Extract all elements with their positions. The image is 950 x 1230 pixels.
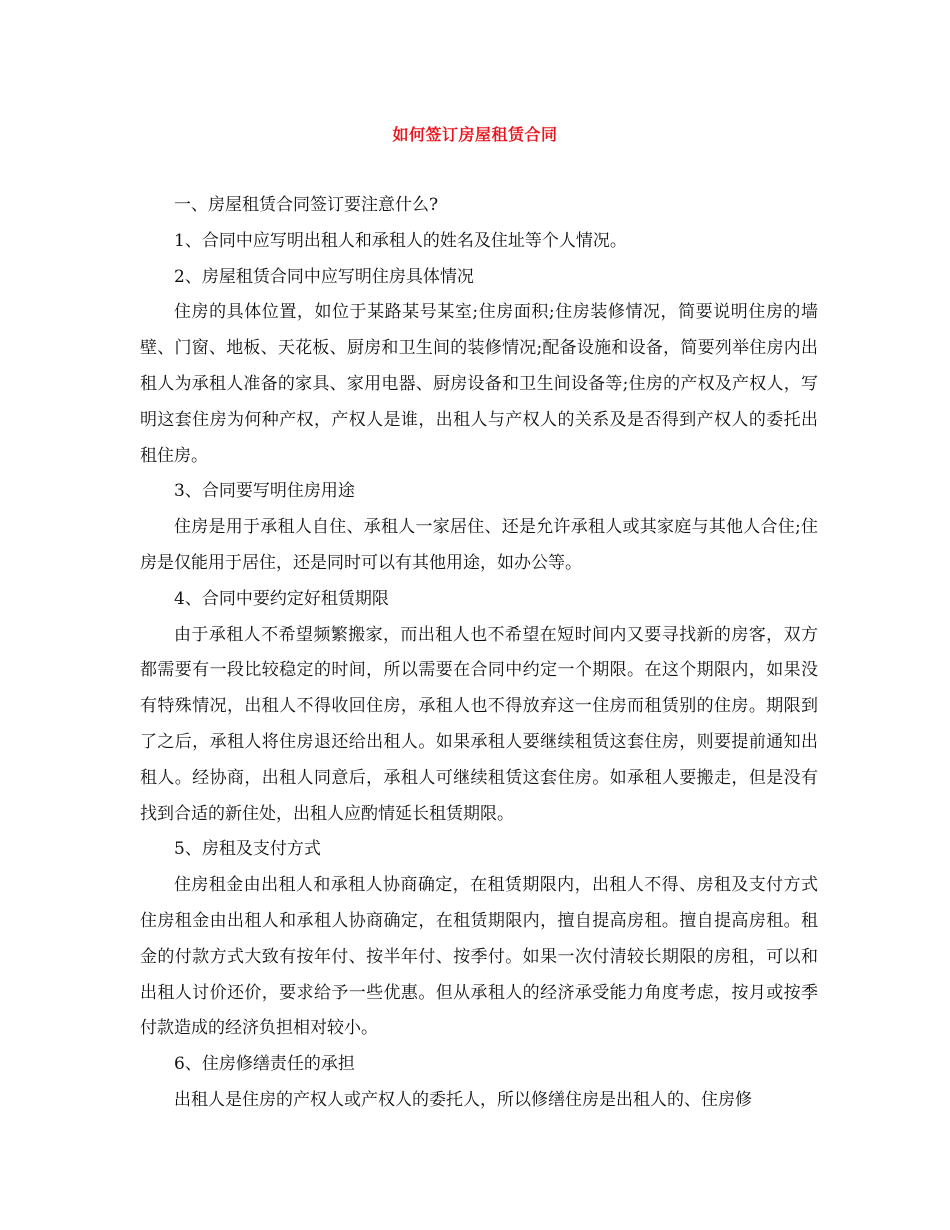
clause-paragraph: 住房的具体位置，如位于某路某号某室;住房面积;住房装修情况，简要说明住房的墙壁、门窗、地板、天花板、厨房和卫生间的装修情况;配备设施和设备，简要列举住房内出租人为承租人准备的家具、家用电器、厨房设备和卫生间设备等;住房的产权及产权人，写明这套住房为何种产权，产权人是谁，出租人与产权人的关系及是否得到产权人的委托出租住房。 [140,302,818,466]
clause-paragraph: 住房是用于承租人自住、承租人一家居住、还是允许承租人或其家庭与其他人合住;住房是仅能用于居住，还是同时可以有其他用途，如办公等。 [140,517,818,573]
clause-item: 2、房屋租赁合同中应写明住房具体情况 [174,266,474,287]
clause-paragraph: 出租人是住房的产权人或产权人的委托人，所以修缮住房是出租人的、住房修 [174,1089,752,1110]
clause-item: 1、合同中应写明出租人和承租人的姓名及住址等个人情况。 [174,230,627,251]
clause-item: 4、合同中要约定好租赁期限 [174,588,389,609]
section-heading: 一、房屋租赁合同签订要注意什么? [174,195,439,215]
clause-item: 5、房租及支付方式 [174,839,321,860]
document-body [140,188,818,1119]
clause-paragraph: 由于承租人不希望频繁搬家，而出租人也不希望在短时间内又要寻找新的房客，双方都需要有一段比较稳定的时间，所以需要在合同中约定一个期限。在这个期限内，如果没有特殊情况，出租人不得收回住房，承租人也不得放弃这一住房而租赁别的住房。期限到了之后，承租人将住房退还给出租人。如果承租人要继续租赁这套住房，则要提前通知出租人。经协商，出租人同意后，承租人可继续租赁这套住房。如承租人要搬走，但是没有找到合适的新住处，出租人应酌情延长租赁期限。 [140,624,818,824]
clause-paragraph: 住房租金由出租人和承租人协商确定，在租赁期限内，出租人不得、房租及支付方式住房租金由出租人和承租人协商确定，在租赁期限内，擅自提高房租。擅自提高房租。租金的付款方式大致有按年付、按半年付、按季付。如果一次付清较长期限的房租，可以和出租人讨价还价，要求给予一些优惠。但从承租人的经济承受能力角度考虑，按月或按季付款造成的经济负担相对较小。 [140,875,818,1039]
clause-item: 6、住房修缮责任的承担 [174,1054,355,1075]
document-title: 如何签订房屋租赁合同 [392,125,558,144]
clause-item: 3、合同要写明住房用途 [174,481,355,502]
